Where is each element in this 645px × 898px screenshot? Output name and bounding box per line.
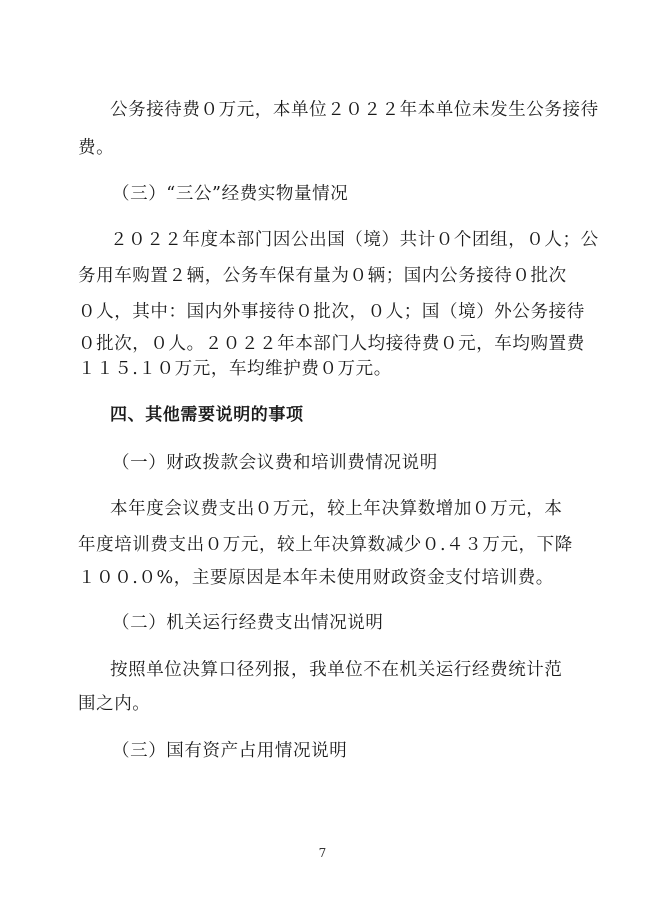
paragraph-line: 本年度会议费支出０万元，较上年决算数增加０万元，本	[110, 499, 563, 519]
page-number: 7	[318, 846, 327, 860]
paragraph-line: １１５.１０万元，车均维护费０万元。	[78, 359, 392, 379]
section-subheading: （二）机关运行经费支出情况说明	[112, 613, 384, 633]
paragraph-line: ２０２２年度本部门因公出国（境）共计０个团组，０人；公	[110, 230, 599, 250]
paragraph-line: ０批次，０人。２０２２年本部门人均接待费０元，车均购置费	[78, 334, 585, 354]
paragraph-line: 按照单位决算口径列报，我单位不在机关运行经费统计范	[110, 660, 563, 680]
paragraph-line: 围之内。	[78, 694, 151, 714]
paragraph-line: 年度培训费支出０万元，较上年决算数减少０.４３万元，下降	[78, 535, 573, 555]
section-subheading: （三）国有资产占用情况说明	[112, 741, 348, 761]
paragraph-line: 务用车购置２辆，公务车保有量为０辆；国内公务接待０批次	[78, 266, 567, 286]
section-heading: 四、其他需要说明的事项	[110, 405, 304, 425]
paragraph-line: ０人，其中：国内外事接待０批次，０人；国（境）外公务接待	[78, 302, 585, 322]
paragraph-line: 费。	[78, 138, 115, 158]
section-subheading: （三）“三公”经费实物量情况	[112, 184, 349, 204]
section-subheading: （一）财政拨款会议费和培训费情况说明	[112, 453, 438, 473]
paragraph-line: 公务接待费０万元，本单位２０２２年本单位未发生公务接待	[110, 100, 599, 120]
paragraph-line: １００.０%，主要原因是本年未使用财政资金支付培训费。	[78, 568, 554, 588]
